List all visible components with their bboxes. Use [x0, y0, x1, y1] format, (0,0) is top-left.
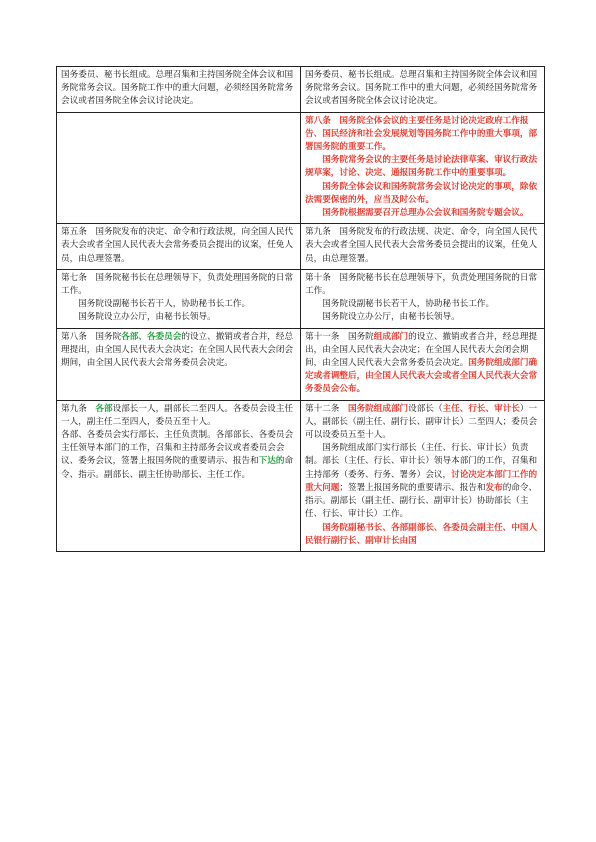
text-run: 国务委员、秘书长组成。总理召集和主持国务院全体会议和国务院常务会议。国务院工作中的重大问题，必须经国务院常务会议或者国务院全体会议讨论决定。 — [305, 70, 538, 107]
paragraph — [61, 226, 297, 266]
revised-text: 讨论决定本部门工作的重大问题 — [305, 469, 538, 493]
text-run: 第七条 国务院秘书长在总理领导下，负责处理国务院的日常工作。 — [61, 272, 294, 297]
text-run: 第十条 国务院秘书长在总理领导下，负责处理国务院的日常工作。 — [305, 272, 538, 297]
old-text-cell — [57, 269, 301, 328]
text-run: 第八条 国务院 — [61, 331, 122, 342]
revised-text: 组成部门 — [373, 331, 409, 342]
revised-text: 国务院组成部门 — [347, 403, 409, 414]
new-text-cell — [301, 112, 545, 224]
paragraph — [305, 442, 541, 521]
revised-text: 发布 — [485, 482, 503, 493]
revised-text: 国务院常务会议的主要任务是讨论法律草案、审议行政法规草案，讨论、决定、通报国务院工作中的重要事项。 — [305, 155, 538, 179]
new-text-cell — [301, 269, 545, 328]
table-row — [57, 328, 545, 400]
table-row — [57, 67, 545, 113]
paragraph — [305, 331, 541, 397]
paragraph — [305, 311, 541, 324]
paragraph — [305, 207, 541, 220]
revised-text: 国务院副秘书长、各部副部长、各委员会副主任、中国人民银行副行长、副审计长由国 — [305, 522, 538, 546]
paragraph — [305, 115, 541, 155]
revised-text: 国务院全体会议和国务院常务会议讨论决定的事项，除依法需要保密的外，应当及时公布。 — [305, 181, 538, 205]
text-run: 命令、指示。副部长、副主任协助部长、主任工作。 — [61, 456, 294, 480]
old-text-cell — [57, 328, 301, 400]
paragraph — [61, 69, 297, 109]
document-page — [56, 66, 540, 552]
text-run: 国务院设立办公厅，由秘书长领导。 — [78, 312, 216, 323]
new-text-cell — [301, 328, 545, 400]
table-row — [57, 112, 545, 224]
revised-text: 主任、行长、审计长 — [442, 403, 520, 414]
old-text-cell — [57, 224, 301, 270]
text-run: 设部长一人，副部长二至四人。各委员会设主任一人，副主任二至四人，委员五至十人。 — [61, 403, 294, 427]
old-text-cell — [57, 67, 301, 113]
deleted-text: 下达的 — [258, 456, 285, 467]
comparison-table — [56, 66, 545, 552]
text-run: 的命令、指示。副部长（副主任、副行长、副审计长）协助部长（主任、行长、审计长）工作。 — [305, 482, 538, 520]
paragraph — [61, 429, 297, 482]
text-run: 的设立、撤销或者合并，经总理提出，由全国人民代表大会决定；在全国人民代表大会闭会期间，由全国人民代表大会常务委员会决定。 — [305, 331, 538, 369]
text-run: 国务委员、秘书长组成。总理召集和主持国务院全体会议和国务院常务会议。国务院工作中的重大问题，必须经国务院常务会议或者国务院全体会议讨论决定。 — [61, 70, 294, 107]
text-run: 各部、各委员会实行部长、主任负责制。各部部长、各委员会主任领导本部门的工作，召集和主持部务会议或者委员会会议、委务会议，签署上报国务院的重要请示、报告和 — [61, 430, 294, 467]
text-run: ）一人，副部长（副主任、副行长、副审计长）二至四人；委员会可以设委员五至十人。 — [305, 403, 538, 441]
paragraph — [61, 272, 297, 298]
paragraph — [305, 298, 541, 311]
revised-text: 国务院组成部门确定或者调整后，由全国人民代表大会或者全国人民代表大会常务委员会公布。 — [305, 358, 538, 395]
paragraph — [305, 69, 541, 109]
paragraph — [305, 226, 541, 266]
deleted-text: 各部、各委员会 — [121, 331, 182, 342]
text-run: 国务院设立办公厅，由秘书长领导。 — [322, 312, 460, 323]
text-run: 的设立、撤销或者合并，经总理提出，由全国人民代表大会决定；在全国人民代表大会闭会期间，由全国人民代表大会常务委员会决定。 — [61, 331, 294, 369]
old-text-cell — [57, 400, 301, 551]
paragraph — [61, 298, 297, 311]
revised-text: 第八条 国务院全体会议的主要任务是讨论决定政府工作报告、国民经济和社会发展规划等国务院工作中的重大事项，部署国务院的重要工作。 — [305, 115, 538, 153]
text-run: 第九条 国务院发布的行政法规、决定、命令，向全国人民代表大会或者全国人民代表大会常务委员会提出的议案，任免人员，由总理签署。 — [305, 227, 538, 264]
text-run: 第十二条 — [305, 403, 348, 414]
revised-text: 国务院根据需要召开总理办公会议和国务院专题会议。 — [322, 208, 529, 219]
new-text-cell — [301, 400, 545, 551]
text-run: 第十一条 国务院 — [305, 331, 374, 342]
table-row — [57, 269, 545, 328]
paragraph — [305, 181, 541, 207]
text-run: 国务院设副秘书长若干人，协助秘书长工作。 — [322, 299, 495, 310]
paragraph — [305, 272, 541, 298]
text-run: 设部长（ — [408, 403, 443, 414]
text-run: 国务院设副秘书长若干人，协助秘书长工作。 — [78, 299, 251, 310]
text-run: 第九条 — [61, 403, 96, 414]
new-text-cell — [301, 224, 545, 270]
old-text-cell — [57, 112, 301, 224]
paragraph — [61, 331, 297, 371]
table-row — [57, 224, 545, 270]
paragraph — [61, 311, 297, 324]
text-run: 第五条 国务院发布的决定、命令和行政法规，向全国人民代表大会或者全国人民代表大会常务委员会提出的议案，任免人员，由总理签署。 — [61, 227, 294, 264]
paragraph — [305, 522, 541, 548]
deleted-text: 各部 — [95, 403, 113, 414]
new-text-cell — [301, 67, 545, 113]
text-run: 国务院组成部门实行部长（主任、行长、审计长）负责制。部长（主任、行长、审计长）领导本部门的工作，召集和主持部务（委务、行务、署务）会议， — [305, 443, 538, 480]
paragraph — [305, 403, 541, 443]
comparison-table-body — [57, 67, 545, 552]
paragraph — [61, 403, 297, 429]
paragraph — [305, 154, 541, 180]
table-row — [57, 400, 545, 551]
text-run: ；签署上报国务院的重要请示、报告和 — [339, 482, 486, 493]
